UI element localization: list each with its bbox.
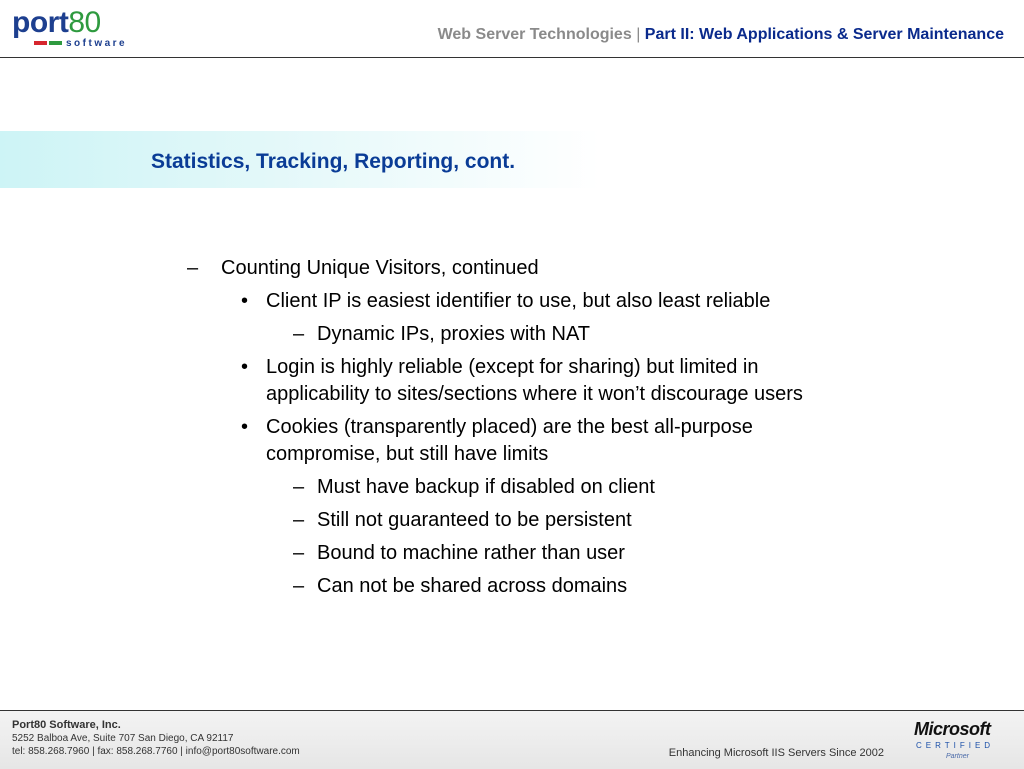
dash-marker: – xyxy=(293,509,305,531)
logo-brand-number: 80 xyxy=(68,6,101,39)
dash-marker: – xyxy=(293,542,305,564)
dash-marker: – xyxy=(293,575,305,597)
microsoft-logo: Microsoft xyxy=(914,719,991,739)
list-item: Can not be shared across domains xyxy=(317,575,628,597)
header-title-part: Part II: Web Applications & Server Maintenance xyxy=(644,26,1004,43)
header-title-prefix: Web Server Technologies xyxy=(437,26,632,43)
list-item: Must have backup if disabled on client xyxy=(317,476,655,498)
logo-subtext: software xyxy=(66,38,128,49)
list-item: Bound to machine rather than user xyxy=(317,542,625,564)
footer-company: Port80 Software, Inc. xyxy=(12,719,121,731)
bullet-marker: • xyxy=(241,356,249,378)
dash-marker: – xyxy=(187,257,199,279)
microsoft-certified-badge xyxy=(912,719,1004,765)
list-item-continuation: compromise, but still have limits xyxy=(266,443,549,465)
bullet-marker: • xyxy=(241,290,249,312)
partner-label: Partner xyxy=(946,753,969,760)
certified-label: CERTIFIED xyxy=(916,741,995,750)
list-item: Cookies (transparently placed) are the best all-purpose xyxy=(266,416,753,438)
list-item: Still not guaranteed to be persistent xyxy=(317,509,632,531)
footer-bar xyxy=(0,710,1024,769)
logo-brand-main: port xyxy=(12,6,69,39)
header-separator: | xyxy=(636,26,641,43)
footer-address: 5252 Balboa Ave, Suite 707 San Diego, CA 92117 xyxy=(12,733,234,744)
list-item: Client IP is easiest identifier to use, but also least reliable xyxy=(266,290,771,312)
list-item-continuation: applicability to sites/sections where it won’t discourage users xyxy=(266,383,803,405)
bullet-marker: • xyxy=(241,416,249,438)
footer-contact: tel: 858.268.7960 | fax: 858.268.7760 | info@port80software.com xyxy=(12,746,300,757)
list-item: Counting Unique Visitors, continued xyxy=(221,257,539,279)
dash-marker: – xyxy=(293,476,305,498)
slide-title: Statistics, Tracking, Reporting, cont. xyxy=(151,150,516,173)
list-item: Dynamic IPs, proxies with NAT xyxy=(317,323,591,345)
footer-tagline: Enhancing Microsoft IIS Servers Since 2002 xyxy=(668,747,884,759)
list-item: Login is highly reliable (except for sharing) but limited in xyxy=(266,356,759,378)
dash-marker: – xyxy=(293,323,305,345)
